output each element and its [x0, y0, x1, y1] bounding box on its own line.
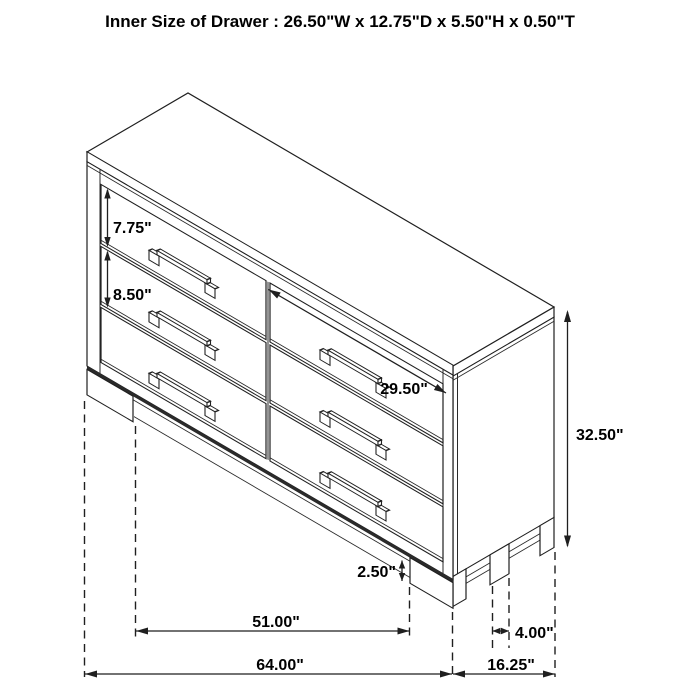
dresser-cabinet: [87, 93, 554, 608]
label-lower-drawer-height: 8.50": [113, 287, 152, 304]
label-overall-height: 32.50": [576, 427, 624, 444]
label-overall-width: 64.00": [256, 657, 304, 674]
dim-side-leg-depth: [493, 628, 510, 634]
diagram-title: Inner Size of Drawer : 26.50"W x 12.75"D x 5.50"H x 0.50"T: [105, 12, 575, 31]
dim-overall-height: [564, 310, 571, 548]
label-front-leg-span: 51.00": [252, 614, 300, 631]
label-overall-depth: 16.25": [487, 657, 535, 674]
label-base-clearance: 2.50": [357, 564, 396, 581]
label-top-drawer-height: 7.75": [113, 220, 152, 237]
label-side-leg-depth: 4.00": [515, 625, 554, 642]
dim-base-clearance: [399, 561, 405, 582]
label-drawer-front-width: 29.50": [380, 381, 428, 398]
